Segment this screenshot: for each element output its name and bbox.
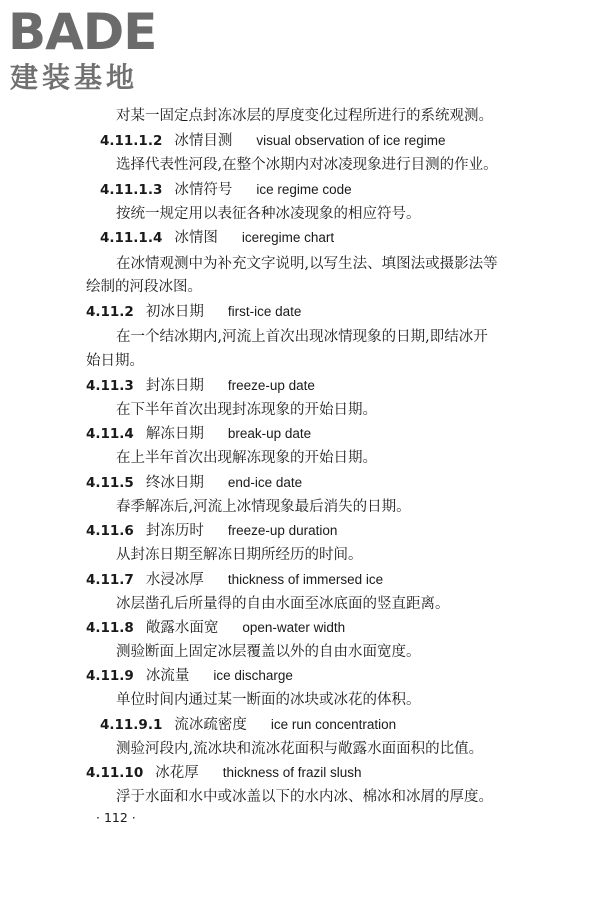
logo-subtitle: 建装基地 xyxy=(10,61,139,94)
term-number: 4.11.1.4 xyxy=(100,230,163,246)
term-entry xyxy=(100,228,334,248)
term-english: thickness of frazil slush xyxy=(222,765,362,780)
term-english: freeze-up date xyxy=(227,378,315,393)
term-chinese: 终冰日期 xyxy=(145,475,204,491)
definition-text: 冰层凿孔后所量得的自由水面至冰底面的竖直距离。 xyxy=(116,596,450,612)
term-english: first-ice date xyxy=(227,304,302,319)
definition-text: 从封冻日期至解冻日期所经历的时间。 xyxy=(116,547,363,563)
term-entry xyxy=(86,570,383,590)
definition-text: 在一个结冰期内,河流上首次出现冰情现象的日期,即结冰开 xyxy=(116,329,488,345)
term-entry xyxy=(86,424,311,444)
term-number: 4.11.9.1 xyxy=(100,717,163,733)
definition-text: 测验断面上固定冰层覆盖以外的自由水面宽度。 xyxy=(116,644,421,660)
definition-text: 选择代表性河段,在整个冰期内对冰凌现象进行目测的作业。 xyxy=(116,157,498,173)
definition-text: 在冰情观测中为补充文字说明,以写生法、填图法或摄影法等 xyxy=(116,256,498,272)
term-chinese: 水浸冰厚 xyxy=(145,572,204,588)
term-entry xyxy=(86,473,302,493)
term-chinese: 冰流量 xyxy=(145,668,190,684)
term-english: iceregime chart xyxy=(241,230,335,245)
term-number: 4.11.2 xyxy=(86,304,134,320)
definition-text: 春季解冻后,河流上冰情现象最后消失的日期。 xyxy=(116,499,411,515)
term-english: thickness of immersed ice xyxy=(227,572,384,587)
logo-wordmark: BADE xyxy=(8,3,157,61)
term-number: 4.11.5 xyxy=(86,475,134,491)
term-chinese: 敞露水面宽 xyxy=(145,620,219,636)
term-chinese: 冰花厚 xyxy=(155,765,199,781)
term-entry xyxy=(86,666,293,686)
definition-text: 绘制的河段冰图。 xyxy=(86,279,202,295)
definition-text: 测验河段内,流冰块和流冰花面积与敞露水面面积的比值。 xyxy=(116,741,484,757)
term-entry xyxy=(86,763,362,783)
term-number: 4.11.10 xyxy=(86,765,144,781)
definition-text: 在上半年首次出现解冻现象的开始日期。 xyxy=(116,450,377,466)
term-chinese: 冰情图 xyxy=(174,230,218,246)
term-entry xyxy=(86,376,315,396)
term-number: 4.11.8 xyxy=(86,620,134,636)
term-entry xyxy=(100,131,445,151)
term-entry xyxy=(86,302,301,322)
term-english: visual observation of ice regime xyxy=(256,133,446,148)
term-english: ice run concentration xyxy=(270,717,397,732)
term-entry xyxy=(100,715,396,735)
definition-text: 按统一规定用以表征各种冰凌现象的相应符号。 xyxy=(116,206,421,222)
term-entry xyxy=(86,521,337,541)
definition-text: 在下半年首次出现封冻现象的开始日期。 xyxy=(116,402,377,418)
term-chinese: 解冻日期 xyxy=(145,426,204,442)
term-entry xyxy=(100,180,352,200)
term-english: freeze-up duration xyxy=(227,523,338,538)
term-chinese: 流冰疏密度 xyxy=(174,717,247,733)
page-number: · 112 · xyxy=(96,810,136,825)
term-english: open-water width xyxy=(242,620,346,635)
term-number: 4.11.4 xyxy=(86,426,134,442)
term-english: break-up date xyxy=(227,426,312,441)
term-number: 4.11.3 xyxy=(86,378,134,394)
term-chinese: 封冻日期 xyxy=(145,378,204,394)
term-number: 4.11.6 xyxy=(86,523,134,539)
term-chinese: 冰情目测 xyxy=(174,133,233,149)
term-number: 4.11.1.3 xyxy=(100,182,163,198)
term-number: 4.11.9 xyxy=(86,668,134,684)
term-english: ice regime code xyxy=(256,182,352,197)
term-chinese: 冰情符号 xyxy=(174,182,233,198)
term-chinese: 封冻历时 xyxy=(145,523,204,539)
definition-text: 对某一固定点封冻冰层的厚度变化过程所进行的系统观测。 xyxy=(116,108,493,124)
term-chinese: 初冰日期 xyxy=(145,304,204,320)
definition-text: 浮于水面和水中或冰盖以下的水内冰、棉冰和冰屑的厚度。 xyxy=(116,789,493,805)
term-english: ice discharge xyxy=(213,668,293,683)
term-number: 4.11.7 xyxy=(86,572,134,588)
term-number: 4.11.1.2 xyxy=(100,133,163,149)
term-entry xyxy=(86,618,345,638)
term-english: end-ice date xyxy=(227,475,303,490)
definition-text: 单位时间内通过某一断面的冰块或冰花的体积。 xyxy=(116,692,421,708)
definition-text: 始日期。 xyxy=(86,353,144,369)
